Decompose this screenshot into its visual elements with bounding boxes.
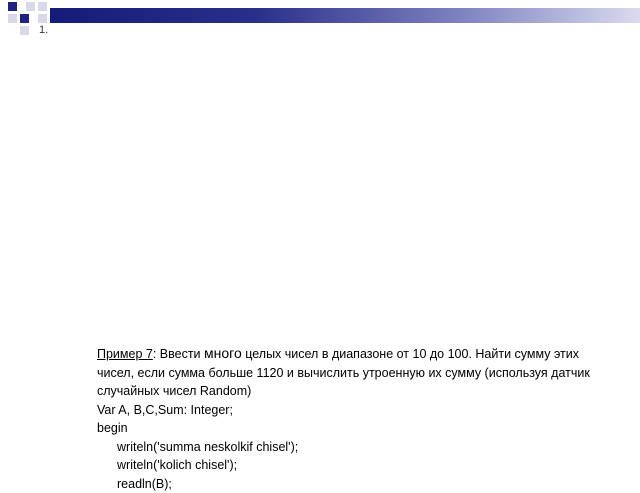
task-text: целых чисел в диапазоне от 10 до 100. Найти сумму этих чисел, если сумма больше 1120 и вычислить утроенную их сумму (используя датчик случайных чисел Random)	[97, 347, 590, 398]
decor-square-5	[20, 14, 29, 23]
decor-square-3	[38, 2, 47, 11]
decor-square-4	[8, 14, 17, 23]
example-label: Пример 7	[97, 347, 153, 361]
task-big-word: много	[204, 345, 242, 361]
task-paragraph	[97, 344, 597, 401]
slide-content	[97, 344, 597, 493]
code-line: readln(B);	[97, 475, 597, 493]
decor-square-1	[8, 2, 17, 11]
slide-number: 1.	[39, 25, 48, 36]
code-line: writeln('summa neskolkif chisel');	[97, 438, 597, 457]
code-begin-line: begin	[97, 419, 597, 438]
decor-square-2	[26, 2, 35, 11]
header-gradient-bar	[50, 8, 640, 23]
code-var-line: Var A, B,C,Sum: Integer;	[97, 401, 597, 420]
task-colon: : Ввести	[153, 347, 204, 361]
decor-square-6	[20, 26, 29, 35]
code-line: writeln('kolich chisel');	[97, 456, 597, 475]
decor-square-7	[38, 14, 47, 23]
